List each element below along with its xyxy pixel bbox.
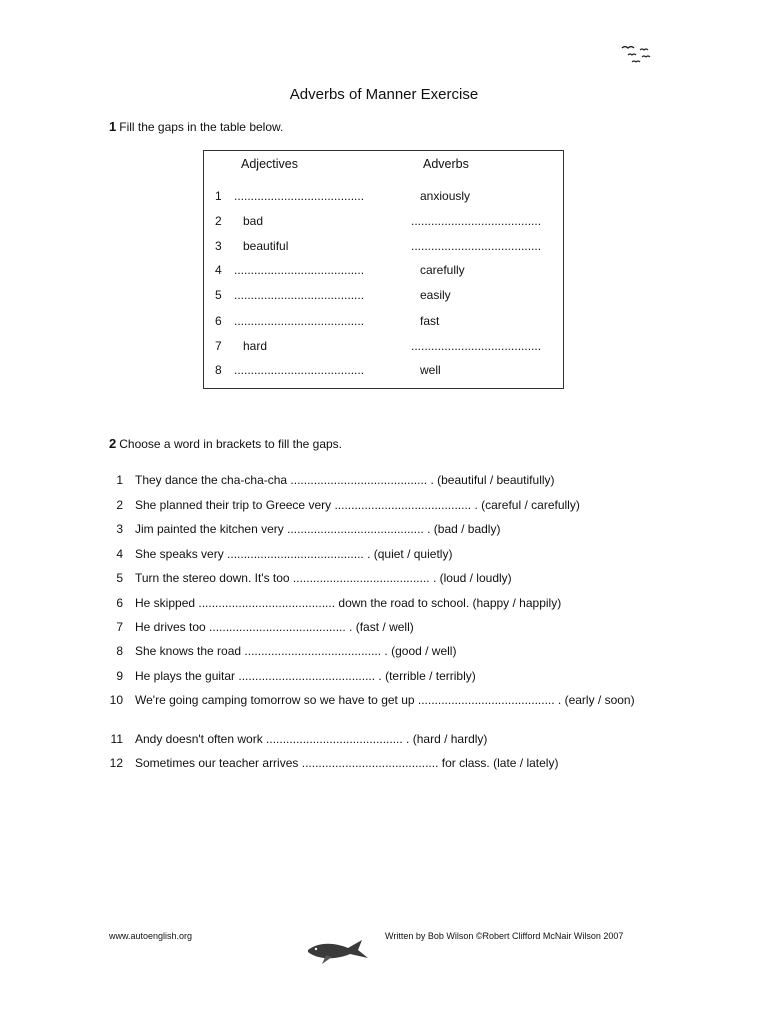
question-number: 5 (116, 571, 123, 585)
header-adverbs: Adverbs (423, 157, 469, 171)
table-row-number: 1 (215, 189, 222, 203)
question-text: Andy doesn't often work ......................................... . (hard / hardly) (135, 732, 488, 746)
table-cell-adjective: ....................................... (234, 263, 365, 277)
birds-icon (620, 44, 656, 66)
question-text: Sometimes our teacher arrives ......................................... for class. (late / lately) (135, 756, 559, 770)
table-cell-adverb: ....................................... (411, 214, 542, 228)
fish-icon (304, 936, 372, 968)
section1-text: Fill the gaps in the table below. (119, 120, 284, 134)
table-cell-adverb: well (420, 363, 441, 377)
section2-number: 2 (109, 436, 117, 451)
question-number: 2 (116, 498, 123, 512)
question-number: 9 (116, 669, 123, 683)
header-adjectives: Adjectives (241, 157, 298, 171)
table-row-number: 7 (215, 339, 222, 353)
table-cell-adjective: ....................................... (234, 314, 365, 328)
table-row-number: 3 (215, 239, 222, 253)
page-title: Adverbs of Manner Exercise (289, 86, 479, 103)
table-cell-adjective: ....................................... (234, 363, 365, 377)
question-text: They dance the cha-cha-cha ......................................... . (beautiful / beautifully) (135, 473, 555, 487)
question-number: 12 (109, 756, 123, 770)
table-cell-adjective: ....................................... (234, 288, 365, 302)
question-text: He plays the guitar ......................................... . (terrible / terribly) (135, 669, 476, 683)
question-number: 11 (110, 732, 123, 746)
table-cell-adverb: easily (420, 288, 451, 302)
table-cell-adverb: fast (420, 314, 440, 328)
table-cell-adverb: ....................................... (411, 339, 542, 353)
footer-website: www.autoenglish.org (109, 931, 193, 941)
question-text: She speaks very ......................................... . (quiet / quietly) (135, 547, 453, 561)
table-cell-adjective: beautiful (243, 239, 289, 253)
question-text: We're going camping tomorrow so we have to get up ......................................... . (early / soon) (135, 693, 635, 707)
question-number: 7 (116, 620, 123, 634)
table-row-number: 6 (215, 314, 222, 328)
question-number: 8 (116, 644, 123, 658)
section2-instruction (109, 436, 342, 451)
question-text: She knows the road ......................................... . (good / well) (135, 644, 457, 658)
question-text: She planned their trip to Greece very ......................................... . (careful / carefully) (135, 498, 580, 512)
question-text: Turn the stereo down. It's too ......................................... . (loud / loudly) (135, 571, 512, 585)
table-row-number: 8 (215, 363, 222, 377)
footer-credit: Written by Bob Wilson ©Robert Clifford McNair Wilson 2007 (385, 931, 624, 941)
section1-number: 1 (109, 119, 117, 134)
section1-instruction (109, 119, 283, 134)
table-row-number: 5 (215, 288, 222, 302)
question-text: He drives too ......................................... . (fast / well) (135, 620, 414, 634)
question-number: 6 (116, 596, 123, 610)
table-cell-adverb: anxiously (420, 189, 471, 203)
question-text: He skipped ......................................... down the road to school. (happy / happily) (135, 596, 562, 610)
table-cell-adverb: carefully (420, 263, 465, 277)
table-row-number: 2 (215, 214, 222, 228)
table-cell-adjective: bad (243, 214, 264, 228)
table-row-number: 4 (215, 263, 222, 277)
question-text: Jim painted the kitchen very ......................................... . (bad / badly) (135, 522, 501, 536)
table-cell-adverb: ....................................... (411, 239, 542, 253)
table-cell-adjective: ....................................... (234, 189, 365, 203)
question-number: 3 (116, 522, 123, 536)
section2-text: Choose a word in brackets to fill the gaps. (119, 437, 343, 451)
question-number: 4 (116, 547, 123, 561)
question-number: 10 (109, 693, 123, 707)
table-cell-adjective: hard (243, 339, 268, 353)
question-number: 1 (116, 473, 123, 487)
